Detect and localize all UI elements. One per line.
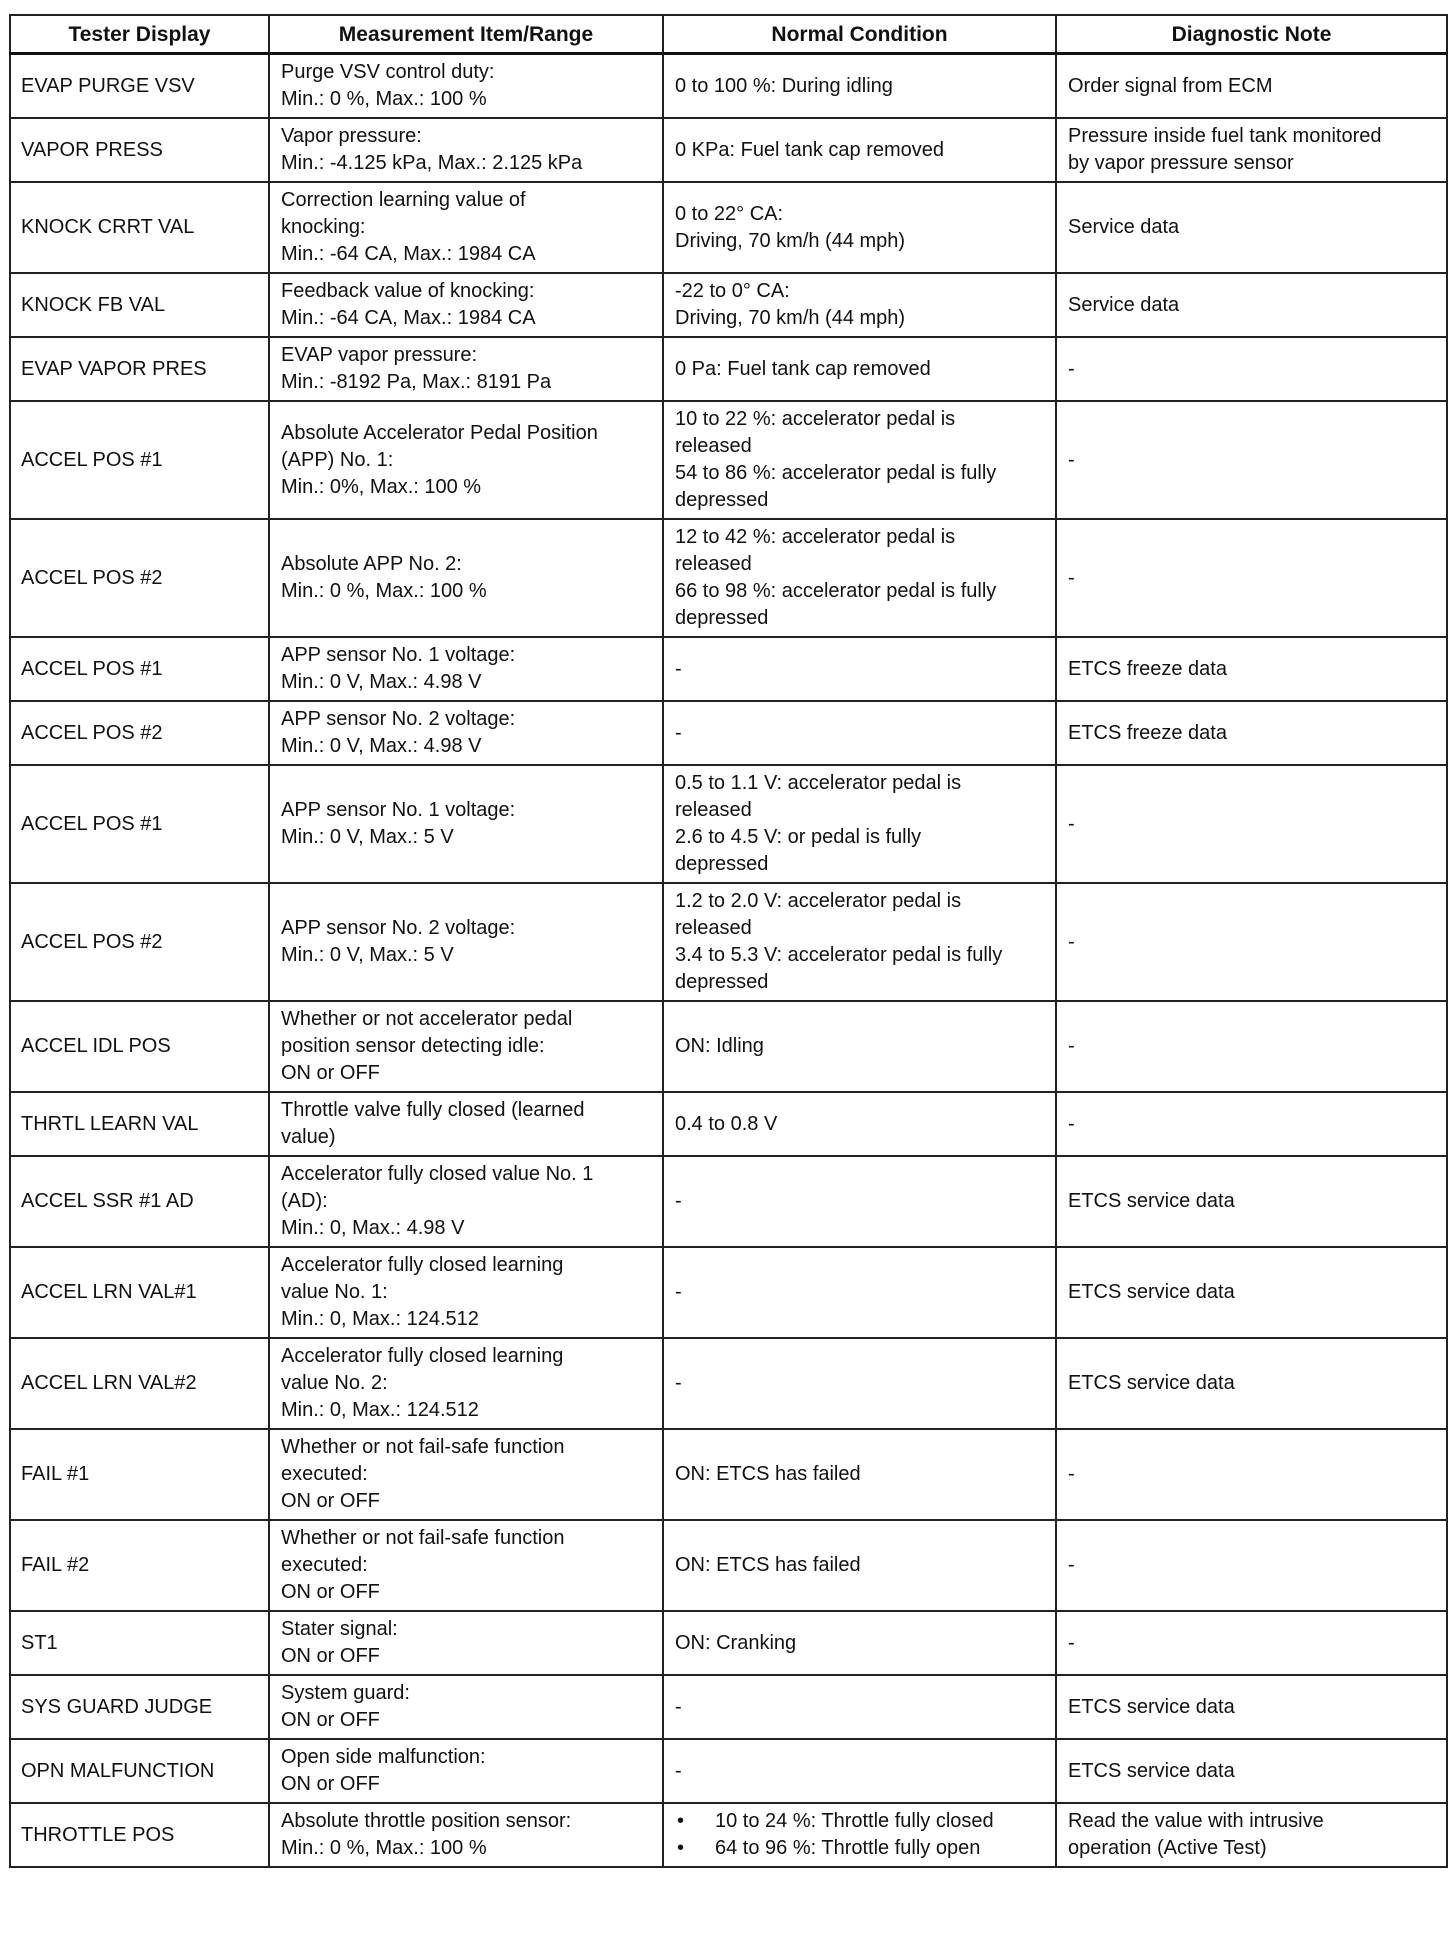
cell-diagnostic-note — [1056, 118, 1447, 182]
cell-line: Correction learning value of — [281, 189, 526, 211]
cell-tester-display: ACCEL POS #1 — [10, 765, 269, 883]
table-row — [10, 182, 1447, 273]
cell-line: 0 Pa: Fuel tank cap removed — [675, 357, 931, 380]
cell-line: APP sensor No. 2 voltage: — [281, 708, 516, 730]
cell-line: ON or OFF — [281, 1062, 380, 1084]
table-row — [10, 765, 1447, 883]
cell-diagnostic-note — [1056, 883, 1447, 1001]
cell-line: Service data — [1068, 293, 1180, 316]
cell-diagnostic-note — [1056, 1156, 1447, 1247]
cell-normal-condition — [663, 1803, 1056, 1867]
table-row — [10, 54, 1447, 119]
header-measurement-item: Measurement Item/Range — [269, 15, 663, 54]
cell-line: 0.4 to 0.8 V — [675, 1112, 778, 1135]
cell-line: Service data — [1068, 216, 1180, 238]
cell-line: Order signal from ECM — [1068, 74, 1273, 97]
cell-line: - — [675, 1372, 682, 1394]
table-row — [10, 637, 1447, 701]
cell-measurement-item — [269, 54, 663, 119]
table-row — [10, 1429, 1447, 1520]
cell-line: released — [675, 799, 752, 821]
cell-tester-display: KNOCK FB VAL — [10, 273, 269, 337]
cell-normal-condition — [663, 1429, 1056, 1520]
cell-line: - — [675, 1759, 682, 1782]
cell-line: ON or OFF — [281, 1581, 380, 1603]
cell-measurement-item — [269, 1429, 663, 1520]
cell-tester-display: EVAP VAPOR PRES — [10, 337, 269, 401]
cell-line: executed: — [281, 1463, 368, 1485]
table-row — [10, 883, 1447, 1001]
table-row — [10, 1803, 1447, 1867]
cell-line: System guard: — [281, 1682, 410, 1704]
table-row — [10, 519, 1447, 637]
cell-measurement-item — [269, 182, 663, 273]
cell-diagnostic-note — [1056, 401, 1447, 519]
table-row — [10, 1156, 1447, 1247]
cell-normal-condition — [663, 1092, 1056, 1156]
cell-line: knocking: — [281, 216, 366, 238]
cell-tester-display: ST1 — [10, 1611, 269, 1675]
cell-diagnostic-note — [1056, 1739, 1447, 1803]
cell-line: Absolute Accelerator Pedal Position — [281, 421, 598, 444]
cell-measurement-item — [269, 1001, 663, 1092]
cell-line: executed: — [281, 1554, 368, 1576]
cell-diagnostic-note — [1056, 1520, 1447, 1611]
table-row — [10, 1675, 1447, 1739]
cell-line: 12 to 42 %: accelerator pedal is — [675, 526, 956, 548]
cell-line: Pressure inside fuel tank monitored — [1068, 125, 1382, 147]
cell-diagnostic-note — [1056, 701, 1447, 765]
cell-normal-condition — [663, 765, 1056, 883]
cell-diagnostic-note — [1056, 637, 1447, 701]
cell-normal-condition — [663, 883, 1056, 1001]
cell-measurement-item — [269, 1675, 663, 1739]
table-row — [10, 1001, 1447, 1092]
header-diagnostic-note: Diagnostic Note — [1056, 15, 1447, 54]
cell-line: Min.: 0 V, Max.: 5 V — [281, 944, 454, 966]
cell-line: Accelerator fully closed learning — [281, 1254, 564, 1276]
cell-line: ON or OFF — [281, 1773, 380, 1795]
cell-normal-condition — [663, 1611, 1056, 1675]
cell-line: Feedback value of knocking: — [281, 280, 535, 302]
cell-measurement-item — [269, 1156, 663, 1247]
cell-normal-condition — [663, 1739, 1056, 1803]
bullet-item: • 64 to 96 %: Throttle fully open — [675, 1835, 1044, 1862]
cell-line: - — [1068, 930, 1075, 953]
cell-line: - — [675, 1190, 682, 1212]
cell-line: depressed — [675, 853, 769, 875]
cell-line: ETCS freeze data — [1068, 657, 1227, 680]
cell-line: Min.: 0 V, Max.: 4.98 V — [281, 671, 482, 693]
cell-line: Min.: 0, Max.: 124.512 — [281, 1399, 479, 1421]
table-row — [10, 118, 1447, 182]
cell-diagnostic-note — [1056, 273, 1447, 337]
cell-line: released — [675, 435, 752, 457]
cell-tester-display: ACCEL POS #2 — [10, 701, 269, 765]
cell-diagnostic-note — [1056, 519, 1447, 637]
cell-tester-display: ACCEL IDL POS — [10, 1001, 269, 1092]
cell-diagnostic-note — [1056, 54, 1447, 119]
cell-line: APP sensor No. 1 voltage: — [281, 799, 516, 821]
cell-line: 10 to 22 %: accelerator pedal is — [675, 408, 956, 430]
cell-line: (APP) No. 1: — [281, 448, 394, 471]
cell-measurement-item — [269, 401, 663, 519]
cell-diagnostic-note — [1056, 765, 1447, 883]
cell-line: depressed — [675, 607, 769, 629]
cell-diagnostic-note — [1056, 1092, 1447, 1156]
cell-tester-display: THROTTLE POS — [10, 1803, 269, 1867]
cell-line: Min.: 0 V, Max.: 5 V — [281, 826, 454, 848]
cell-line: Whether or not fail-safe function — [281, 1527, 565, 1549]
cell-normal-condition — [663, 118, 1056, 182]
cell-line: APP sensor No. 1 voltage: — [281, 644, 516, 666]
cell-tester-display: ACCEL LRN VAL#2 — [10, 1338, 269, 1429]
cell-diagnostic-note — [1056, 1338, 1447, 1429]
cell-line: ON or OFF — [281, 1709, 380, 1731]
cell-line: value No. 2: — [281, 1372, 388, 1394]
cell-line: 0.5 to 1.1 V: accelerator pedal is — [675, 772, 962, 794]
table-body — [10, 54, 1447, 1868]
cell-normal-condition — [663, 337, 1056, 401]
cell-line: Min.: 0%, Max.: 100 % — [281, 475, 482, 498]
cell-diagnostic-note — [1056, 1429, 1447, 1520]
cell-normal-condition — [663, 1338, 1056, 1429]
cell-line: ETCS service data — [1068, 1759, 1235, 1782]
cell-measurement-item — [269, 118, 663, 182]
cell-line: Open side malfunction: — [281, 1746, 486, 1768]
cell-normal-condition — [663, 1001, 1056, 1092]
cell-line: 2.6 to 4.5 V: or pedal is fully — [675, 826, 922, 848]
cell-line: Min.: 0 %, Max.: 100 % — [281, 88, 487, 110]
cell-line: - — [1068, 566, 1075, 589]
cell-line: Whether or not fail-safe function — [281, 1436, 565, 1458]
cell-line: - — [1068, 1463, 1075, 1485]
cell-line: 66 to 98 %: accelerator pedal is fully — [675, 580, 997, 602]
cell-line: 0 to 22° CA: — [675, 202, 784, 225]
cell-normal-condition — [663, 519, 1056, 637]
cell-line: ON: Idling — [675, 1035, 764, 1057]
cell-line: ON: ETCS has failed — [675, 1554, 861, 1576]
cell-line: Min.: 0, Max.: 124.512 — [281, 1308, 479, 1330]
cell-line: position sensor detecting idle: — [281, 1035, 545, 1057]
cell-line: - — [675, 1281, 682, 1303]
cell-line: Min.: -64 CA, Max.: 1984 CA — [281, 243, 536, 265]
cell-line: (AD): — [281, 1190, 328, 1212]
cell-line: Min.: 0, Max.: 4.98 V — [281, 1217, 465, 1239]
cell-line: ETCS freeze data — [1068, 721, 1227, 744]
cell-measurement-item — [269, 765, 663, 883]
table-header — [10, 15, 1447, 54]
table-row — [10, 701, 1447, 765]
table-row — [10, 337, 1447, 401]
cell-line: - — [675, 721, 682, 744]
cell-tester-display: OPN MALFUNCTION — [10, 1739, 269, 1803]
table-row — [10, 1739, 1447, 1803]
bullet-item: • 10 to 24 %: Throttle fully closed — [675, 1808, 1044, 1835]
cell-measurement-item — [269, 883, 663, 1001]
cell-line: depressed — [675, 971, 769, 993]
cell-line: - — [675, 1695, 682, 1718]
cell-line: - — [1068, 1631, 1075, 1654]
cell-line: 54 to 86 %: accelerator pedal is fully — [675, 462, 997, 484]
cell-line: Absolute throttle position sensor: — [281, 1810, 572, 1832]
cell-tester-display: ACCEL POS #1 — [10, 637, 269, 701]
cell-normal-condition — [663, 401, 1056, 519]
cell-line: - — [1068, 812, 1075, 835]
cell-measurement-item — [269, 1803, 663, 1867]
cell-tester-display: EVAP PURGE VSV — [10, 54, 269, 119]
cell-line: ETCS service data — [1068, 1190, 1235, 1212]
cell-line: 0 KPa: Fuel tank cap removed — [675, 138, 945, 161]
cell-tester-display: KNOCK CRRT VAL — [10, 182, 269, 273]
cell-line: ON or OFF — [281, 1645, 380, 1667]
cell-tester-display: ACCEL POS #1 — [10, 401, 269, 519]
cell-normal-condition — [663, 54, 1056, 119]
cell-tester-display: ACCEL POS #2 — [10, 519, 269, 637]
cell-tester-display: FAIL #2 — [10, 1520, 269, 1611]
cell-tester-display: ACCEL SSR #1 AD — [10, 1156, 269, 1247]
cell-normal-condition — [663, 1156, 1056, 1247]
cell-normal-condition — [663, 1520, 1056, 1611]
cell-line: released — [675, 553, 752, 575]
cell-line: value No. 1: — [281, 1281, 388, 1303]
cell-line: ON: Cranking — [675, 1631, 797, 1654]
cell-line: depressed — [675, 489, 769, 511]
cell-line: Min.: 0 V, Max.: 4.98 V — [281, 735, 482, 757]
cell-line: -22 to 0° CA: — [675, 280, 790, 302]
cell-line: Min.: -8192 Pa, Max.: 8191 Pa — [281, 371, 552, 393]
cell-line: - — [1068, 1554, 1075, 1576]
table-row — [10, 1338, 1447, 1429]
cell-line: Whether or not accelerator pedal — [281, 1008, 573, 1030]
cell-line: Vapor pressure: — [281, 125, 422, 147]
header-tester-display: Tester Display — [10, 15, 269, 54]
cell-line: Read the value with intrusive — [1068, 1810, 1324, 1832]
cell-line: Accelerator fully closed value No. 1 — [281, 1163, 594, 1185]
cell-line: APP sensor No. 2 voltage: — [281, 917, 516, 939]
cell-measurement-item — [269, 519, 663, 637]
cell-measurement-item — [269, 701, 663, 765]
cell-line: ETCS service data — [1068, 1281, 1235, 1303]
cell-line: Absolute APP No. 2: — [281, 553, 462, 575]
header-row — [10, 15, 1447, 54]
cell-normal-condition — [663, 1247, 1056, 1338]
cell-measurement-item — [269, 1611, 663, 1675]
table-row — [10, 401, 1447, 519]
table-row — [10, 273, 1447, 337]
cell-line: 0 to 100 %: During idling — [675, 74, 893, 97]
cell-tester-display: VAPOR PRESS — [10, 118, 269, 182]
cell-line: Accelerator fully closed learning — [281, 1345, 564, 1367]
cell-line: Min.: 0 %, Max.: 100 % — [281, 580, 487, 602]
cell-line: 1.2 to 2.0 V: accelerator pedal is — [675, 890, 962, 912]
cell-measurement-item — [269, 637, 663, 701]
cell-measurement-item — [269, 1520, 663, 1611]
cell-line: Min.: -64 CA, Max.: 1984 CA — [281, 307, 536, 329]
cell-line: - — [1068, 357, 1075, 380]
cell-line: Driving, 70 km/h (44 mph) — [675, 229, 906, 252]
cell-measurement-item — [269, 1092, 663, 1156]
cell-diagnostic-note — [1056, 1001, 1447, 1092]
cell-diagnostic-note — [1056, 182, 1447, 273]
cell-line: - — [1068, 1112, 1075, 1135]
table-row — [10, 1611, 1447, 1675]
cell-line: ETCS service data — [1068, 1695, 1235, 1718]
cell-line: by vapor pressure sensor — [1068, 152, 1294, 174]
cell-line: EVAP vapor pressure: — [281, 344, 478, 366]
table-row — [10, 1520, 1447, 1611]
cell-line: Purge VSV control duty: — [281, 61, 495, 83]
cell-tester-display: ACCEL LRN VAL#1 — [10, 1247, 269, 1338]
header-normal-condition: Normal Condition — [663, 15, 1056, 54]
document-page — [9, 14, 1446, 1868]
cell-diagnostic-note — [1056, 1803, 1447, 1867]
cell-diagnostic-note — [1056, 1611, 1447, 1675]
cell-measurement-item — [269, 273, 663, 337]
cell-normal-condition — [663, 637, 1056, 701]
cell-line: ETCS service data — [1068, 1372, 1235, 1394]
cell-normal-condition — [663, 273, 1056, 337]
cell-measurement-item — [269, 1338, 663, 1429]
cell-tester-display: FAIL #1 — [10, 1429, 269, 1520]
cell-measurement-item — [269, 1739, 663, 1803]
cell-normal-condition — [663, 701, 1056, 765]
cell-measurement-item — [269, 337, 663, 401]
cell-line: Throttle valve fully closed (learned — [281, 1099, 585, 1121]
cell-line: Stater signal: — [281, 1618, 398, 1640]
cell-line: ON: ETCS has failed — [675, 1463, 861, 1485]
tester-data-table — [9, 14, 1448, 1868]
table-row — [10, 1092, 1447, 1156]
table-row — [10, 1247, 1447, 1338]
cell-line: - — [1068, 448, 1075, 471]
cell-line: ON or OFF — [281, 1490, 380, 1512]
cell-normal-condition — [663, 182, 1056, 273]
cell-tester-display: THRTL LEARN VAL — [10, 1092, 269, 1156]
cell-diagnostic-note — [1056, 337, 1447, 401]
cell-line: Min.: -4.125 kPa, Max.: 2.125 kPa — [281, 152, 583, 174]
cell-line: released — [675, 917, 752, 939]
cell-line: - — [1068, 1035, 1075, 1057]
cell-line: Min.: 0 %, Max.: 100 % — [281, 1837, 487, 1859]
cell-line: Driving, 70 km/h (44 mph) — [675, 307, 906, 329]
cell-tester-display: ACCEL POS #2 — [10, 883, 269, 1001]
cell-diagnostic-note — [1056, 1675, 1447, 1739]
cell-diagnostic-note — [1056, 1247, 1447, 1338]
cell-line: operation (Active Test) — [1068, 1837, 1267, 1859]
cell-measurement-item — [269, 1247, 663, 1338]
cell-line: value) — [281, 1126, 336, 1148]
cell-line: 3.4 to 5.3 V: accelerator pedal is fully — [675, 944, 1003, 966]
cell-line: - — [675, 657, 682, 680]
cell-normal-condition — [663, 1675, 1056, 1739]
cell-tester-display: SYS GUARD JUDGE — [10, 1675, 269, 1739]
